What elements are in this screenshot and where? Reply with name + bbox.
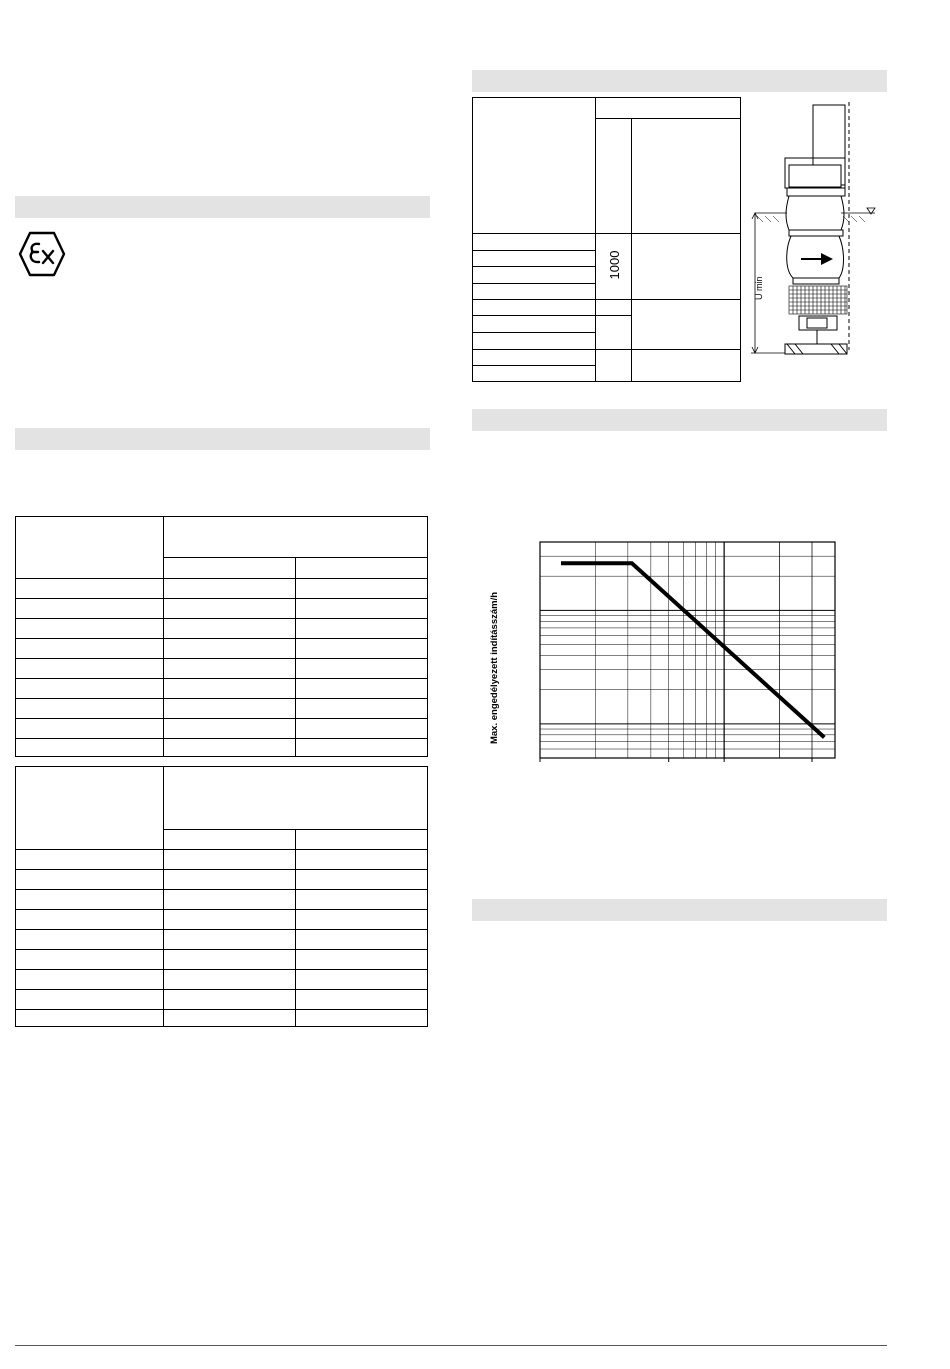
- table-row: [16, 678, 427, 679]
- data-table-1: [15, 516, 428, 757]
- chart-ylabel: Max. engedélyezett indításszám/h: [489, 591, 500, 745]
- table-row: [473, 283, 595, 284]
- starts-chart: [480, 530, 850, 770]
- table-row: [473, 349, 740, 350]
- table-row: [473, 266, 595, 267]
- table-row: [16, 698, 427, 699]
- table-row: [16, 718, 427, 719]
- footer-rule: [15, 1345, 887, 1346]
- section-band-starts: [472, 409, 887, 431]
- ex-atex-icon: [18, 230, 66, 278]
- table-row: [16, 869, 427, 870]
- table-row: [473, 315, 631, 316]
- table-row: [16, 849, 427, 850]
- table-row: [16, 949, 427, 950]
- table-row: [473, 250, 595, 251]
- table-row: [16, 969, 427, 970]
- table-row: [16, 658, 427, 659]
- section-band-ex: [15, 196, 430, 218]
- table-row: [473, 299, 740, 300]
- dimension-label-umin: U min: [754, 276, 764, 300]
- table-row: [16, 738, 427, 739]
- table-row: [16, 909, 427, 910]
- section-band-bottom: [472, 899, 887, 921]
- pump-table: [472, 97, 741, 382]
- table-row: [16, 618, 427, 619]
- flow-arrow-icon: [801, 253, 833, 265]
- table-row: [16, 889, 427, 890]
- table-row: [16, 989, 427, 990]
- table-row: [16, 1009, 427, 1010]
- value-1000: 1000: [607, 250, 622, 280]
- chart-series-line: [561, 563, 824, 737]
- table-row: [16, 578, 427, 579]
- table-row: [473, 332, 595, 333]
- table-row: [16, 598, 427, 599]
- section-band-installation: [472, 70, 887, 92]
- installation-drawing: [745, 100, 890, 362]
- section-band-data: [15, 428, 430, 450]
- chart-frame: [540, 542, 835, 758]
- data-table-2: [15, 766, 428, 1027]
- table-row: [16, 929, 427, 930]
- table-row: [473, 365, 595, 366]
- table-row: [16, 638, 427, 639]
